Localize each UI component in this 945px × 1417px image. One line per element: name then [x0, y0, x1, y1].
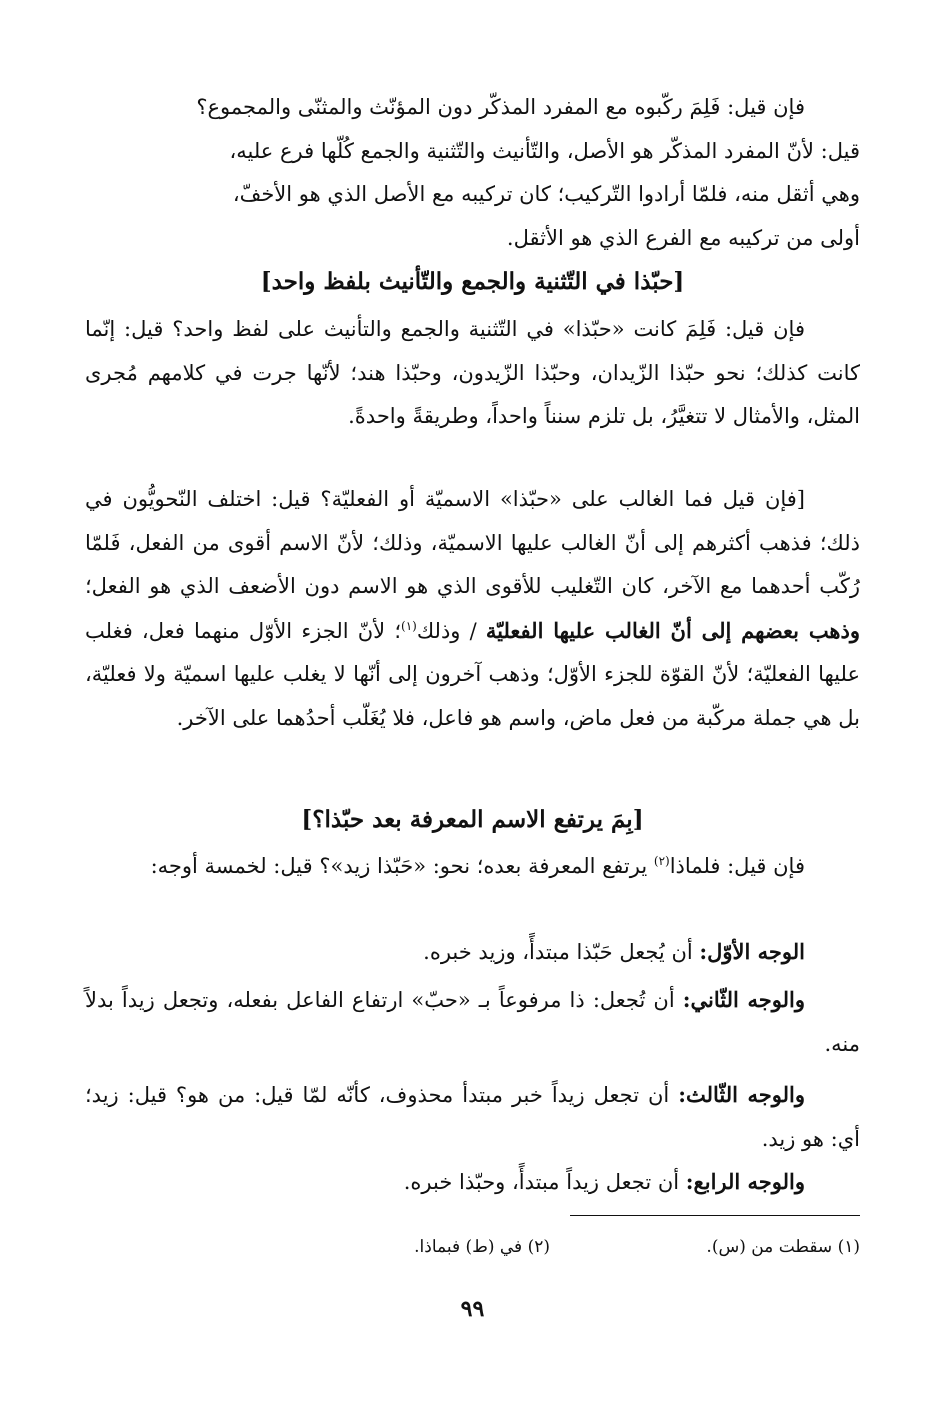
aspect-2-label: والوجه الثّاني: — [682, 987, 805, 1012]
paragraph-3-part-2: / وذلك — [416, 618, 486, 643]
aspect-3 — [85, 1073, 860, 1161]
paragraph-3-bold: وذهب بعضهم إلى أنّ الغالب عليها الفعليّة — [485, 617, 861, 643]
paragraph-2 — [85, 308, 860, 439]
footnote-ref-2: (٢) — [653, 854, 670, 868]
aspect-4-body: أن تجعل زيداً مبتدأً، وحبّذا خبره. — [403, 1170, 686, 1194]
aspect-4-label: والوجه الرابع: — [685, 1169, 805, 1194]
section-heading-2: [بِمَ يرتفع الاسم المعرفة بعد حبّذا؟] — [301, 806, 644, 833]
aspect-1-body: أن يُجعل حَبّذا مبتدأً، وزيد خبره. — [423, 940, 700, 964]
footnote-1: (١) سقطت من (س). — [706, 1237, 860, 1257]
aspect-1 — [85, 930, 860, 975]
paragraph-1 — [85, 86, 860, 260]
aspect-3-body: أن تجعل زيداً خبر مبتدأ محذوف، كأنّه لمّا قيل: من هو؟ قيل: زيد؛ أي: هو زيد. — [85, 1083, 860, 1151]
paragraph-1-line-1: فإن قيل: فَلِمَ ركّبوه مع المفرد المذكّر دون المؤنّث والمثنّى والمجموع؟ — [196, 95, 805, 119]
aspect-1-label: الوجه الأوّل: — [699, 939, 805, 964]
aspect-4 — [85, 1160, 860, 1205]
paragraph-1-line-3: وهي أثقل منه، فلمّا أرادوا التّركيب؛ كان تركيبه مع الأصل الذي هو الأخفّ، — [232, 182, 860, 206]
paragraph-4-part-1: فإن قيل: فلماذا — [669, 854, 805, 878]
paragraph-4 — [85, 845, 860, 889]
paragraph-3-part-3: ؛ لأنّ الجزء الأوّل منهما فعل، فغلب عليها الفعليّة؛ لأنّ القوّة للجزء الأوّل؛ وذهب آخرون إلى أنّها لا يغلب عليها اسميّة ولا فعليّة، بل هي جملة مركّبة من فعل ماض، واسم هو فاعل، فلا يُغَلّب أحدُهما على الآخر. — [85, 618, 860, 730]
aspect-3-text — [85, 1073, 860, 1161]
paragraph-4-text — [85, 845, 860, 889]
paragraph-1-line-2: قيل: لأنّ المفرد المذكّر هو الأصل، والتّأنيث والتّثنية والجمع كُلّها فرع عليه، — [229, 138, 860, 163]
paragraph-3-text — [85, 478, 860, 740]
footnote-2: (٢) في (ط) فبماذا. — [414, 1237, 550, 1257]
paragraph-3-part-1: [فإن قيل فما الغالب على «حبّذا» الاسميّة أو الفعليّة؟ قيل: اختلف النّحويُّون في ذلك؛ فذهب أكثرهم إلى أنّ الغالب عليها الاسميّة، وذلك؛ لأنّ الاسم أقوى من الفعل، فَلمّا رُكّب أحدهما مع الآخر، كان التّغليب للأقوى الذي هو الاسم دون الأضعف الذي هو الفعل؛ — [85, 487, 860, 598]
page-number: ٩٩ — [460, 1296, 485, 1322]
footnote-ref-1: (١) — [401, 618, 417, 633]
aspect-2-body: أن تُجعل: ذا مرفوعاً بـ «حبّ» ارتفاع الفاعل بفعله، وتجعل زيداً بدلاً منه. — [85, 988, 860, 1056]
paragraph-3 — [85, 478, 860, 740]
aspect-1-text — [85, 930, 860, 975]
aspect-2-text — [85, 978, 860, 1066]
aspect-4-text — [85, 1160, 860, 1205]
aspect-3-label: والوجه الثّالث: — [678, 1082, 805, 1107]
footnote-separator — [570, 1215, 860, 1216]
paragraph-2-text: فإن قيل: فَلِمَ كانت «حبّذا» في التّثنية والجمع والتأنيث على لفظ واحد؟ قيل: إنّما كانت كذلك؛ نحو حبّذا الزّيدان، وحبّذا الزّيدون، وحبّذا هند؛ لأنّها جرت في كلامهم مُجرى المثل، والأمثال لا تتغيَّرُ، بل تلزم سنناً واحداً، وطريقةً واحدةً. — [85, 317, 860, 428]
paragraph-4-part-2: يرتفع المعرفة بعده؛ نحو: «حَبّذا زيد»؟ قيل: لخمسة أوجه: — [150, 854, 654, 878]
section-heading-1: [حبّذا في التّثنية والجمع والتّأنيث بلفظ واحد] — [260, 268, 685, 295]
paragraph-1-line-4: أولى من تركيبه مع الفرع الذي هو الأثقل. — [506, 225, 860, 250]
aspect-2 — [85, 978, 860, 1066]
